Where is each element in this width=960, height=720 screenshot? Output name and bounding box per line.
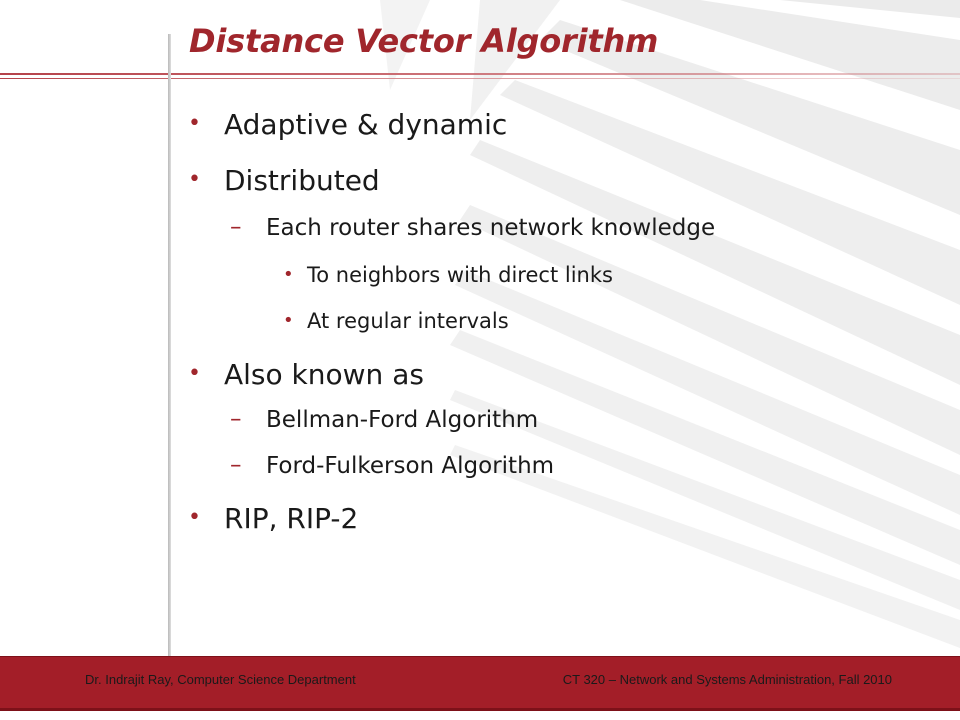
bullet-text: Bellman-Ford Algorithm (266, 407, 539, 433)
bullet-dot-icon: • (188, 361, 201, 386)
bullet-item (188, 502, 359, 535)
bullet-text: Ford-Fulkerson Algorithm (266, 453, 555, 479)
footer-bar (0, 656, 960, 711)
bullet-item (188, 164, 380, 197)
bullet-text: RIP, RIP-2 (224, 502, 359, 535)
bullet-dot-icon: • (283, 310, 294, 331)
sub-bullet-item (230, 452, 555, 479)
bullet-text: Distributed (224, 164, 380, 197)
bullet-item (188, 108, 508, 141)
sub-bullet-item (230, 214, 716, 241)
sub-sub-bullet-item (283, 263, 613, 287)
bullet-text: Each router shares network knowledge (266, 215, 716, 241)
sub-bullet-item (230, 406, 539, 433)
footer-author: Dr. Indrajit Ray, Computer Science Department (85, 672, 356, 687)
bullet-dot-icon: • (188, 505, 201, 530)
bullet-text: Also known as (224, 358, 424, 391)
bullet-dot-icon: • (283, 264, 294, 285)
bullet-dot-icon: • (188, 167, 201, 192)
dash-icon: – (230, 452, 242, 478)
dash-icon: – (230, 406, 242, 432)
bullet-dot-icon: • (188, 111, 201, 136)
sub-sub-bullet-item (283, 309, 509, 333)
bullet-item (188, 358, 424, 391)
bullet-text: At regular intervals (307, 309, 509, 333)
slide-title: Distance Vector Algorithm (189, 22, 659, 60)
footer-course: CT 320 – Network and Systems Administration, Fall 2010 (562, 672, 892, 687)
bullet-text: To neighbors with direct links (307, 263, 613, 287)
dash-icon: – (230, 214, 242, 240)
bullet-text: Adaptive & dynamic (224, 108, 508, 141)
